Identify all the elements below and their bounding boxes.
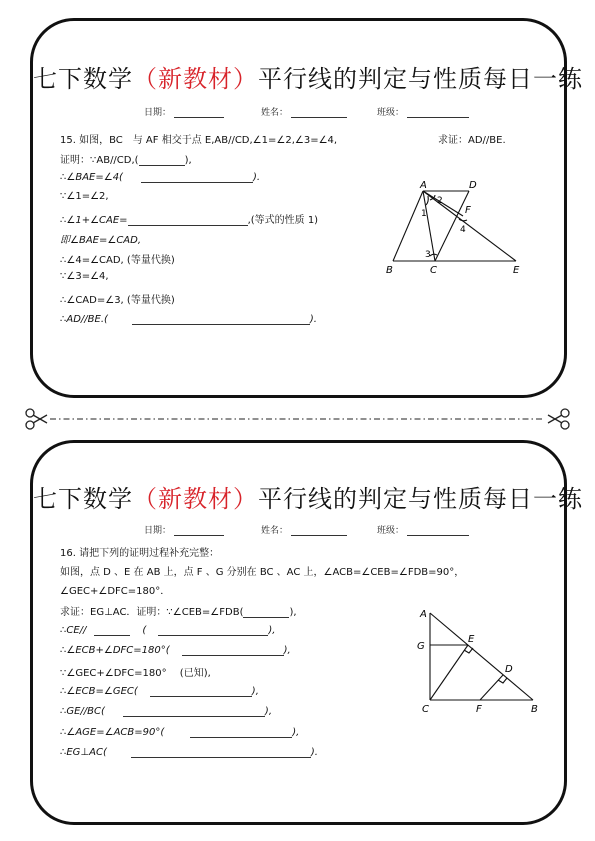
q15-line3 xyxy=(60,171,260,183)
angle-1-label: 1 xyxy=(421,209,427,219)
q16-blank-4[interactable] xyxy=(182,644,284,656)
q16-blank-7[interactable] xyxy=(190,726,292,738)
q16-line4 xyxy=(60,603,297,618)
q15-line5-text: ∴∠1+∠CAE= xyxy=(60,215,128,226)
segment-AF xyxy=(423,191,463,216)
q16-line9 xyxy=(60,705,272,717)
point-C-label: C xyxy=(430,265,437,276)
point-B-label: B xyxy=(386,265,393,276)
q16-line11-end: ). xyxy=(310,747,318,758)
angle-3-label: 3 xyxy=(425,250,431,260)
q15-blank-2[interactable] xyxy=(141,171,253,183)
class-field xyxy=(377,523,469,536)
q15-line10-end: ). xyxy=(309,314,317,325)
date-blank[interactable] xyxy=(174,526,224,536)
class-field xyxy=(377,105,469,118)
q15-line5 xyxy=(60,211,318,226)
q16-line10-text: ∴∠AGE=∠ACB=90°( xyxy=(60,727,165,738)
point-C-label: C xyxy=(422,704,429,715)
q15-line4: ∵∠1=∠2, xyxy=(60,191,109,202)
point-A-label: A xyxy=(420,180,427,191)
q15-line2-text: 证明：∵AB//CD,( xyxy=(60,155,139,166)
title-subject: 七下数学 xyxy=(33,65,133,93)
q16-line6-text: ∴∠ECB+∠DFC=180°( xyxy=(60,645,170,656)
segment-DF xyxy=(480,675,503,700)
class-blank[interactable] xyxy=(407,108,469,118)
q15-line7: ∴∠4=∠CAD, (等量代换) xyxy=(60,255,175,266)
q15-blank-1[interactable] xyxy=(139,154,185,166)
q15-blank-4[interactable] xyxy=(132,313,310,325)
angle-4-arc xyxy=(459,219,467,221)
segment-CE xyxy=(430,645,468,700)
exercise-card-16 xyxy=(30,440,583,825)
segment-AB xyxy=(430,613,533,700)
q15-line2-end: ), xyxy=(184,155,192,166)
q16-blank-6[interactable] xyxy=(123,705,265,717)
card-title xyxy=(33,59,583,94)
name-label: 姓名： xyxy=(261,108,289,118)
name-blank[interactable] xyxy=(291,526,347,536)
title-new-textbook: （新教材） xyxy=(133,485,258,513)
segment-AB xyxy=(393,191,423,261)
q16-line9-end: ), xyxy=(264,706,273,717)
q16-line5-end: ), xyxy=(268,625,276,636)
q16-line8-end: ), xyxy=(251,686,259,697)
class-label: 班级： xyxy=(377,526,405,536)
q16-line5-text: ∴CE// xyxy=(60,625,87,636)
class-blank[interactable] xyxy=(407,526,469,536)
q15-line10 xyxy=(60,313,317,325)
title-topic: 平行线的判定与性质每日一练 xyxy=(258,65,583,93)
q16-line10 xyxy=(60,726,299,738)
title-topic: 平行线的判定与性质每日一练 xyxy=(258,485,583,513)
q16-line6-end: ), xyxy=(283,645,291,656)
date-field xyxy=(144,523,224,536)
q16-blank-5[interactable] xyxy=(150,685,252,697)
q16-blank-1[interactable] xyxy=(243,606,289,618)
q16-line8 xyxy=(60,685,259,697)
date-label: 日期： xyxy=(144,108,172,118)
q15-line5-end: ,(等式的性质 1) xyxy=(247,215,319,226)
exercise-card-15 xyxy=(30,18,583,398)
angle-1-arc xyxy=(426,196,428,205)
q15-line3-text: ∴∠BAE=∠4( xyxy=(60,172,123,183)
point-G-label: G xyxy=(417,641,425,652)
q16-line11 xyxy=(60,746,318,758)
q15-figure xyxy=(383,176,563,286)
point-E-label: E xyxy=(468,634,475,645)
name-blank[interactable] xyxy=(291,108,347,118)
q15-line9: ∴∠CAD=∠3, (等量代换) xyxy=(60,295,175,306)
scissors-icon-left xyxy=(26,409,47,429)
angle-2-label: 2 xyxy=(437,196,443,206)
angle-4-label: 4 xyxy=(460,225,466,235)
q16-line3: ∠GEC+∠DFC=180°． xyxy=(60,586,171,597)
q15-line6: 即∠BAE=∠CAD, xyxy=(60,235,142,246)
point-A-label: A xyxy=(420,609,427,620)
q15-line8: ∵∠3=∠4, xyxy=(60,271,109,282)
date-field xyxy=(144,105,224,118)
q16-line5 xyxy=(60,624,275,636)
card-title xyxy=(33,479,583,514)
q16-line2: 如图，点 D 、E 在 AB 上，点 F 、G 分别在 BC 、AC 上，∠ACB=∠CEB=∠FDB=90°， xyxy=(60,567,465,578)
q16-figure xyxy=(408,605,558,715)
cut-line xyxy=(20,408,575,430)
q16-line6 xyxy=(60,644,291,656)
q15-to-prove: 求证：AD//BE. xyxy=(438,135,506,146)
point-D-label: D xyxy=(469,180,477,191)
name-field xyxy=(261,523,347,536)
scissors-icon-right xyxy=(548,409,569,429)
title-new-textbook: （新教材） xyxy=(133,65,258,93)
q15-given: 15. 如图，BC 与 AF 相交于点 E,AB//CD,∠1=∠2,∠3=∠4, xyxy=(60,135,338,146)
q15-line2 xyxy=(60,151,192,166)
q16-line8-text: ∴∠ECB=∠GEC( xyxy=(60,686,138,697)
q16-line4-text: 求证：EG⊥AC．证明：∵∠CEB=∠FDB( xyxy=(60,607,244,618)
q16-blank-3[interactable] xyxy=(158,624,268,636)
q15-line10-text: ∴AD//BE.( xyxy=(60,314,108,325)
point-E-label: E xyxy=(513,265,520,276)
q16-line4-end: ), xyxy=(289,607,297,618)
name-field xyxy=(261,105,347,118)
q16-blank-2[interactable] xyxy=(94,624,130,636)
q16-line9-text: ∴GE//BC( xyxy=(60,706,105,717)
point-B-label: B xyxy=(531,704,538,715)
name-label: 姓名： xyxy=(261,526,289,536)
q16-line5-paren: ( xyxy=(142,625,147,636)
q16-line7: ∵∠GEC+∠DFC=180° (已知), xyxy=(60,668,211,679)
q16-line1: 16. 请把下列的证明过程补充完整： xyxy=(60,548,220,559)
q16-blank-8[interactable] xyxy=(131,746,311,758)
date-blank[interactable] xyxy=(174,108,224,118)
class-label: 班级： xyxy=(377,108,405,118)
q16-line10-end: ), xyxy=(292,727,300,738)
point-F-label: F xyxy=(465,205,471,216)
q16-line11-text: ∴EG⊥AC( xyxy=(60,747,107,758)
point-D-label: D xyxy=(505,664,513,675)
date-label: 日期： xyxy=(144,526,172,536)
q15-line3-end: ). xyxy=(252,172,261,183)
title-subject: 七下数学 xyxy=(33,485,133,513)
q15-blank-3[interactable] xyxy=(128,214,248,226)
q15-statement xyxy=(60,131,337,146)
point-F-label: F xyxy=(476,704,482,715)
